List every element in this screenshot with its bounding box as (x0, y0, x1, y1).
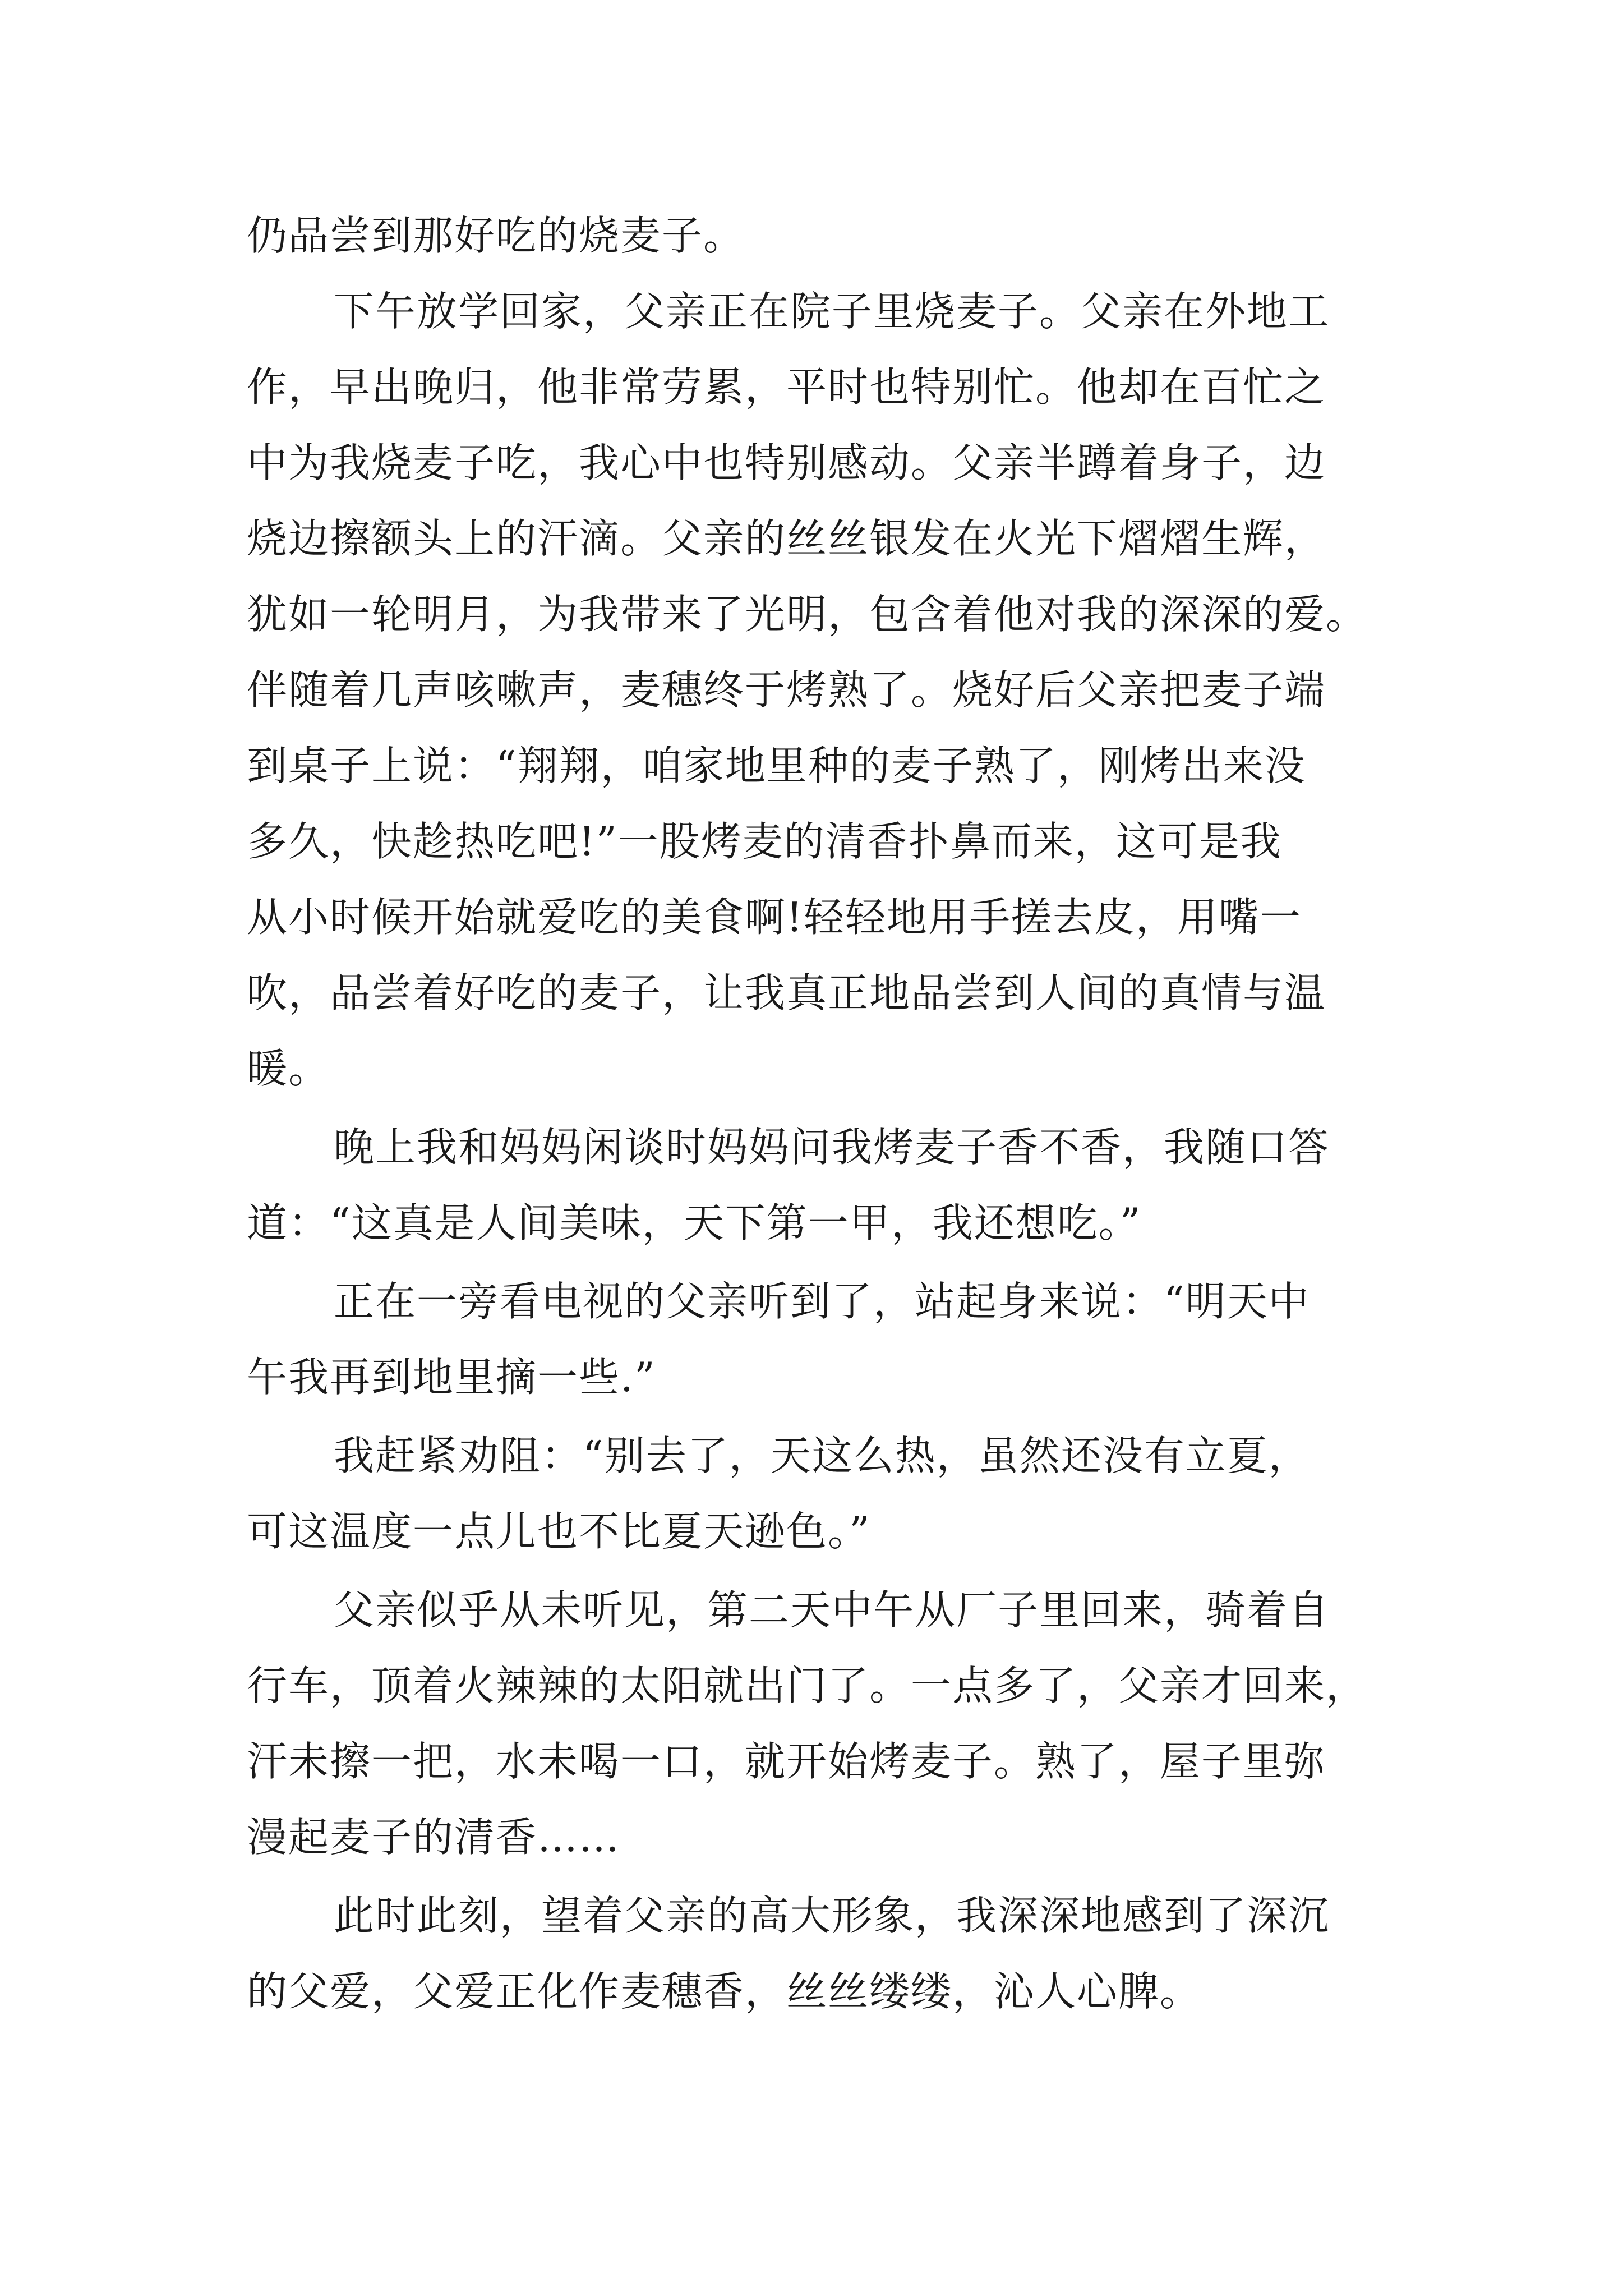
text-line-11: 吹，品尝着好吃的麦子，让我真正地品尝到人间的真情与温 (247, 969, 1326, 1016)
text-line-15: 正在一旁看电视的父亲听到了，站起身来说：“明天中 (334, 1278, 1310, 1325)
text-line-16: 午我再到地里摘一些.” (247, 1354, 656, 1401)
text-line-23: 此时此刻，望着父亲的高大形象，我深深地感到了深沉 (334, 1892, 1330, 1939)
text-line-21: 汗未擦一把，水未喝一口，就开始烤麦子。熟了，屋子里弥 (247, 1738, 1326, 1785)
text-line-19: 父亲似乎从未听见，第二天中午从厂子里回来，骑着自 (334, 1586, 1330, 1634)
text-line-8: 到桌子上说：“翔翔，咱家地里种的麦子熟了，刚烤出来没 (247, 742, 1306, 789)
text-line-2: 下午放学回家，父亲正在院子里烧麦子。父亲在外地工 (334, 288, 1330, 335)
text-line-6: 犹如一轮明月，为我带来了光明，包含着他对我的深深的爱。 (247, 591, 1368, 638)
text-line-4: 中为我烧麦子吃，我心中也特别感动。父亲半蹲着身子，边 (247, 439, 1326, 486)
text-line-1: 仍品尝到那好吃的烧麦子。 (247, 212, 745, 259)
text-line-12: 暖。 (247, 1045, 330, 1092)
text-line-17: 我赶紧劝阻：“别去了，天这么热，虽然还没有立夏， (334, 1432, 1310, 1479)
text-line-20: 行车，顶着火辣辣的太阳就出门了。一点多了，父亲才回来， (247, 1662, 1368, 1709)
text-line-24: 的父爱，父爱正化作麦穗香，丝丝缕缕，沁人心脾。 (247, 1968, 1202, 2015)
text-line-9: 多久，快趁热吃吧!”一股烤麦的清香扑鼻而来，这可是我 (247, 818, 1282, 865)
text-line-5: 烧边擦额头上的汗滴。父亲的丝丝银发在火光下熠熠生辉， (247, 515, 1326, 562)
text-line-13: 晚上我和妈妈闲谈时妈妈问我烤麦子香不香，我随口答 (334, 1124, 1330, 1171)
text-line-22: 漫起麦子的清香…… (247, 1814, 621, 1861)
text-line-18: 可这温度一点儿也不比夏天逊色。” (247, 1508, 871, 1555)
text-line-10: 从小时候开始就爱吃的美食啊!轻轻地用手搓去皮，用嘴一 (247, 894, 1302, 941)
text-line-14: 道：“这真是人间美味，天下第一甲，我还想吃。” (247, 1199, 1142, 1246)
text-line-7: 伴随着几声咳嗽声，麦穗终于烤熟了。烧好后父亲把麦子端 (247, 666, 1326, 714)
text-line-3: 作，早出晚归，他非常劳累，平时也特别忙。他却在百忙之 (247, 364, 1326, 411)
